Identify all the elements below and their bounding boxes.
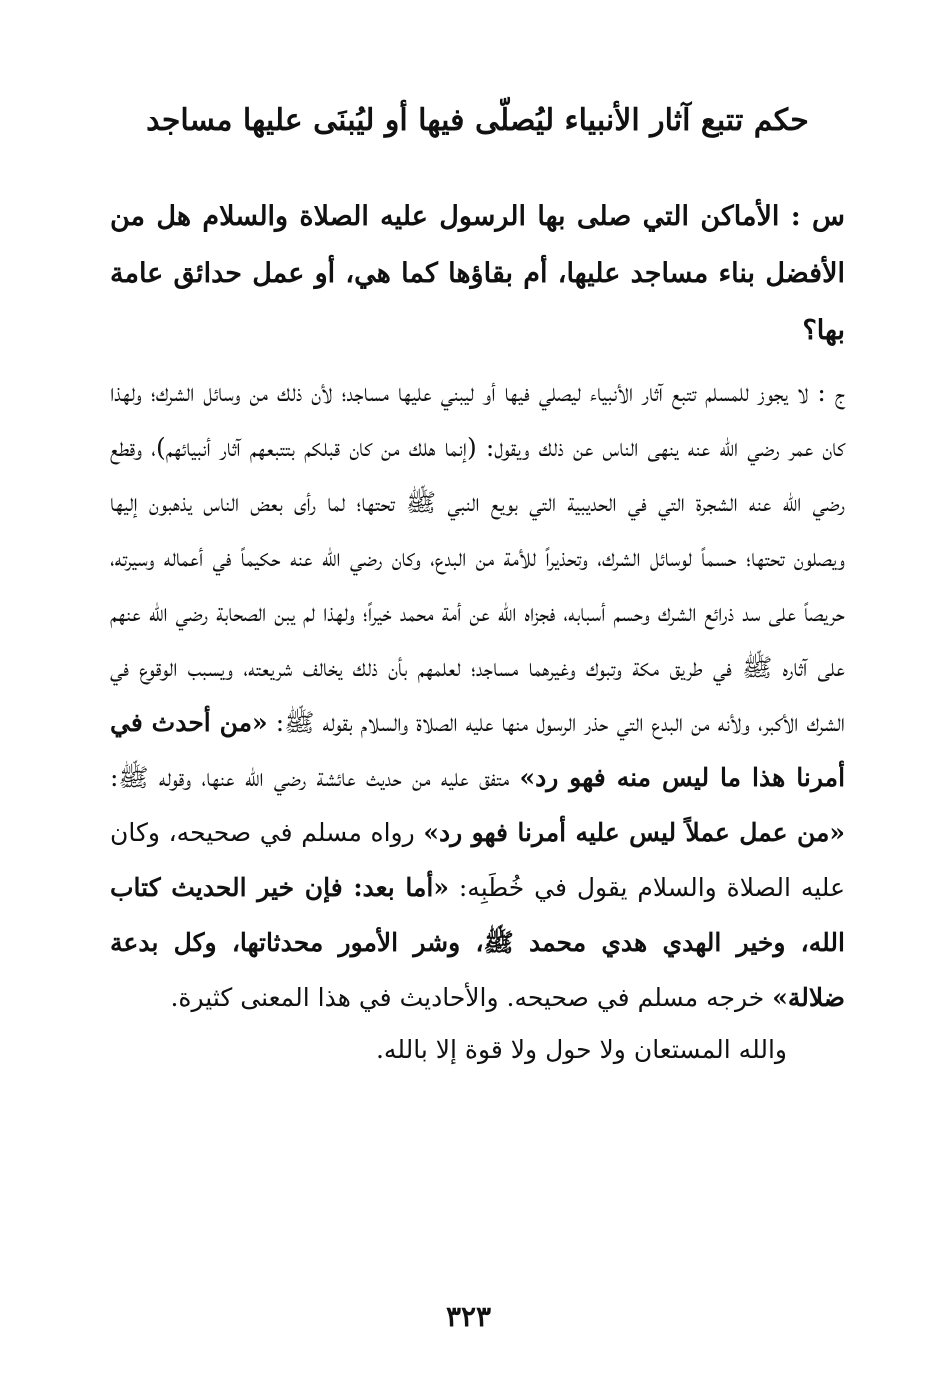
answer-text-part4: خرجه مسلم في صحيحه. والأحاديث في هذا المعنى كثيرة.	[170, 983, 765, 1012]
hadith-quote-2: «من عمل عملاً ليس عليه أمرنا فهو رد»	[423, 818, 845, 847]
answer-text-part1: لا يجوز للمسلم تتبع آثار الأنبياء ليصلي فيها أو ليبني عليها مساجد؛ لأن ذلك من وسائل الشرك؛ ولهذا كان عمر رضي الله عنه ينهى الناس عن ذلك ويقول: (إنما هلك من كان قبلكم بتتبعهم آثار أنبيائهم)، وقطع رضي الله عنه الشجرة التي في الحديبية التي بويع النبي ﷺ تحتها؛ لما رأى بعض الناس يذهبون إليها ويصلون تحتها؛ حسماً لوسائل الشرك، وتحذيراً للأمة من البدع، وكان رضي الله عنه حكيماً في أعماله وسيرته، حريصاً على سد ذرائع الشرك وحسم أسبابه، فجزاه الله عن أمة محمد خيراً؛ ولهذا لم يبن الصحابة رضي الله عنهم على آثاره ﷺ في طريق مكة وتبوك وغيرهما مساجد؛ لعلمهم بأن ذلك يخالف شريعته، ويسبب الوقوع في الشرك الأكبر، ولأنه من البدع التي حذر الرسول منها عليه الصلاة والسلام بقوله ﷺ:	[110, 378, 845, 737]
question-label: س	[812, 201, 845, 232]
answer-text-part3: رواه مسلم في صحيحه، وكان عليه الصلاة والسلام يقول في خُطَبِه:	[110, 818, 845, 902]
question-text: الأماكن التي صلى بها الرسول عليه الصلاة والسلام هل من الأفضل بناء مساجد عليها، أم بقاؤها كما هي، أو عمل حدائق عامة بها؟	[110, 201, 845, 346]
page-number: ٣٢٣	[445, 1300, 492, 1333]
hadith-quote-3: «أما بعد: فإن خير الحديث كتاب الله، وخير الهدي هدي محمد ﷺ، وشر الأمور محدثاتها، وكل بدعة ضلالة»	[110, 873, 845, 1012]
answer-paragraph: ج : لا يجوز للمسلم تتبع آثار الأنبياء ليصلي فيها أو ليبني عليها مساجد؛ لأن ذلك من وسائل الشرك؛ ولهذا كان عمر رضي الله عنه ينهى الناس عن ذلك ويقول: (إنما هلك من كان قبلكم بتتبعهم آثار أنبيائهم)، وقطع رضي الله عنه الشجرة التي في الحديبية التي بويع النبي ﷺ تحتها؛ لما رأى بعض الناس يذهبون إليها ويصلون تحتها؛ حسماً لوسائل الشرك، وتحذيراً للأمة من البدع، وكان رضي الله عنه حكيماً في أعماله وسيرته، حريصاً على سد ذرائع الشرك وحسم أسبابه، فجزاه الله عن أمة محمد خيراً؛ ولهذا لم يبن الصحابة رضي الله عنهم على آثاره ﷺ في طريق مكة وتبوك وغيرهما مساجد؛ لعلمهم بأن ذلك يخالف شريعته، ويسبب الوقوع في الشرك الأكبر، ولأنه من البدع التي حذر الرسول منها عليه الصلاة والسلام بقوله ﷺ: «من أحدث في أمرنا هذا ما ليس منه فهو رد» متفق عليه من حديث عائشة رضي الله عنها، وقوله ﷺ: «من عمل عملاً ليس عليه أمرنا فهو رد» رواه مسلم في صحيحه، وكان عليه الصلاة والسلام يقول في خُطَبِه: «أما بعد: فإن خير الحديث كتاب الله، وخير الهدي هدي محمد ﷺ، وشر الأمور محدثاتها، وكل بدعة ضلالة» خرجه مسلم في صحيحه. والأحاديث في هذا المعنى كثيرة.	[110, 378, 846, 1012]
page-title: حكم تتبع آثار الأنبياء ليُصلّى فيها أو ليُبنَى عليها مساجد	[146, 103, 809, 138]
answer-label: ج	[834, 378, 845, 407]
question-paragraph: س : الأماكن التي صلى بها الرسول عليه الصلاة والسلام هل من الأفضل بناء مساجد عليها، أم بقاؤها كما هي، أو عمل حدائق عامة بها؟	[110, 201, 845, 346]
closing-line: والله المستعان ولا حول ولا قوة إلا بالله.	[375, 1035, 787, 1064]
answer-text-part2: متفق عليه من حديث عائشة رضي الله عنها، وقوله ﷺ:	[110, 763, 510, 792]
hadith-quote-1: «من أحدث في أمرنا هذا ما ليس منه فهو رد»	[110, 708, 846, 792]
